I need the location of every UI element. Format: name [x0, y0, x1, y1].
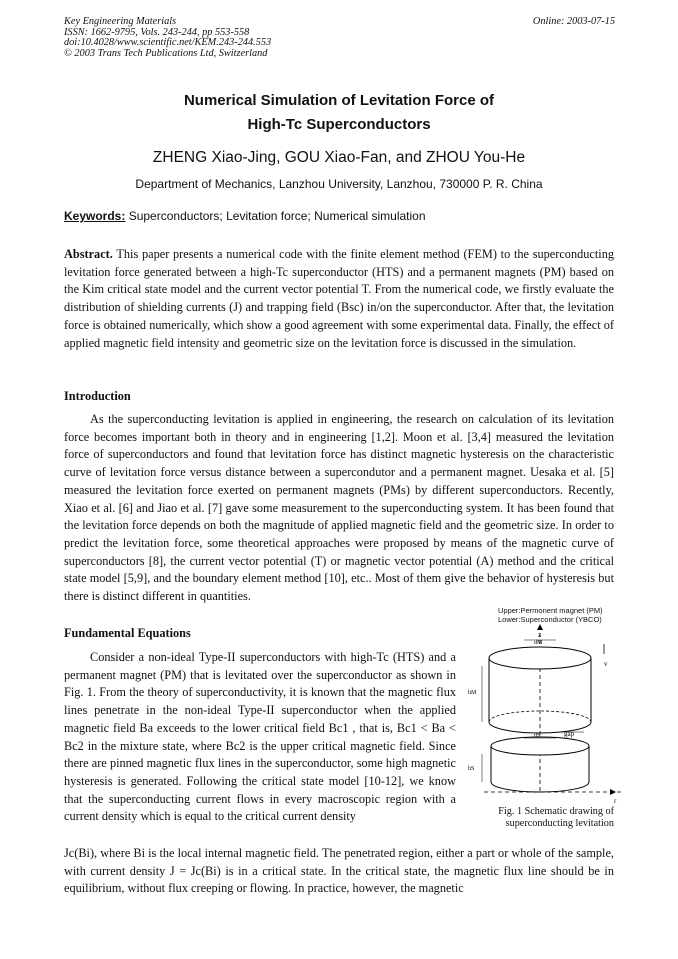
axis-r-label: r	[614, 797, 617, 805]
keywords	[64, 209, 426, 223]
copyright-line: © 2003 Trans Tech Publications Ltd, Switzerland	[64, 47, 268, 59]
ds-label: dS	[534, 733, 541, 739]
journal-name: Key Engineering Materials	[64, 16, 177, 27]
hm-label: hM	[468, 690, 477, 696]
fundamental-heading: Fundamental Equations	[64, 626, 191, 640]
paper-title-line1: Numerical Simulation of Levitation Force of	[183, 92, 495, 109]
keywords-text: Superconductors; Levitation force; Numerical simulation	[128, 209, 426, 223]
abstract	[64, 246, 614, 352]
journal-header	[64, 17, 271, 59]
affiliation: Department of Mechanics, Lanzhou University, Lanzhou, 730000 P. R. China	[135, 177, 543, 191]
issn-line: ISSN: 1662-9795, Vols. 243-244, pp 553-558	[64, 26, 250, 38]
velocity-label: v	[604, 660, 608, 668]
dm-label: dM	[534, 640, 543, 646]
figure-label-upper: Upper:Permonent magnet (PM)	[498, 606, 603, 615]
abstract-text: This paper presents a numerical code with the finite element method (FEM) to the superconducting levitation force generated between a high-Tc superconductor (HTS) and a permanent magnets (PM) based on the Kim critical state model and the current vector potential T. From the numerical code, we firstly evaluate the distribution of shielding currents (J) and trapping field (Bsc) in/on the superconductor. After that, the levitation force is obtained numerically, which show a good agreement with some experimental data. Finally, the effect of applied magnetic field intensity and geometric size on the levitation force is discussed in the simulation.	[64, 247, 614, 350]
hs-label: hS	[468, 766, 475, 772]
gap-label: gap	[564, 730, 575, 738]
author-list: ZHENG Xiao-Jing, GOU Xiao-Fan, and ZHOU You-He	[152, 149, 526, 166]
figure-1	[464, 604, 617, 834]
abstract-label: Abstract.	[64, 247, 113, 261]
fundamental-text-narrow: Consider a non-ideal Type-II superconductors with high-Tc (HTS) and a permanent magnet (PM) that is levitated over the superconductor as shown in Fig. 1. From the theory of superconductivity, it is known that the magnetic flux lines penetrate in the non-ideal Type-II superconductor when the applied magnetic field Ba exceeds to the lower critical field Bc1 , that is, Bc1 < Ba < Bc2 in the mixture state, where Bc2 is the upper critical magnetic field. Since there are pinned magnetic flux lines in the superconductor, some high magnetic hysteresis is generated. Following the critical state model [10-12], we know that the superconducting current flows in every macroscopic region with a current density which is equal to the critical current density	[64, 650, 456, 824]
paper-title-line2: High-Tc Superconductors	[247, 116, 431, 133]
superconductor-top	[491, 737, 589, 755]
introduction-text: As the superconducting levitation is applied in engineering, the research on calculation of its levitation force becomes important both in theory and in engineering [1,2]. Moon et al. [3,4] measured the levitation force of superconductors and found that levitation force has distinct magnetic hysteresis on the characteristic curve of levitation force versus distance between a supercondutor and a permanent magnet. Uesaka et al. [5] measured the levitation force exerted on permanent magnets (PMs) by different superconductors. Recently, Xiao et al. [6] and Jiao et al. [7] gave some measurement to the superconducting system. It has been found that the levitation force depends on both the magnitude of applied magnetic field and the geometric size. In order to predict the levitation force, some theoretical approaches were proposed by means of the magnetic curve of superconductors [8], the current vector potential (T) or magnetic vector potential (A) method and the critical state model [5,9], and the boundary element method [10], etc.. Most of them give the behavior of hysteresis but there is distinct different in quantities.	[64, 412, 614, 604]
magnet-top	[489, 647, 591, 669]
doi-line: doi:10.4028/www.scientific.net/KEM.243-244.553	[64, 37, 272, 48]
axis-z-label: z	[538, 631, 542, 639]
figure-caption: Fig. 1 Schematic drawing of superconducting levitation	[498, 806, 614, 829]
fundamental-text-full: Jc(Bi), where Bi is the local internal magnetic field. The penetrated region, either a part or whole of the sample, with current density J = Jc(Bi) is in a critical state. In the critical state, the magnetic flux line should be in equilibrium, without flux creeping or flowing. In practice, however, the magnetic	[64, 846, 614, 896]
keywords-label: Keywords:	[64, 209, 126, 223]
introduction-heading: Introduction	[64, 389, 131, 403]
levitation-diagram	[464, 604, 617, 805]
figure-label-lower: Lower:Superconductor (YBCO)	[498, 615, 602, 624]
online-date: Online: 2003-07-15	[532, 16, 615, 27]
